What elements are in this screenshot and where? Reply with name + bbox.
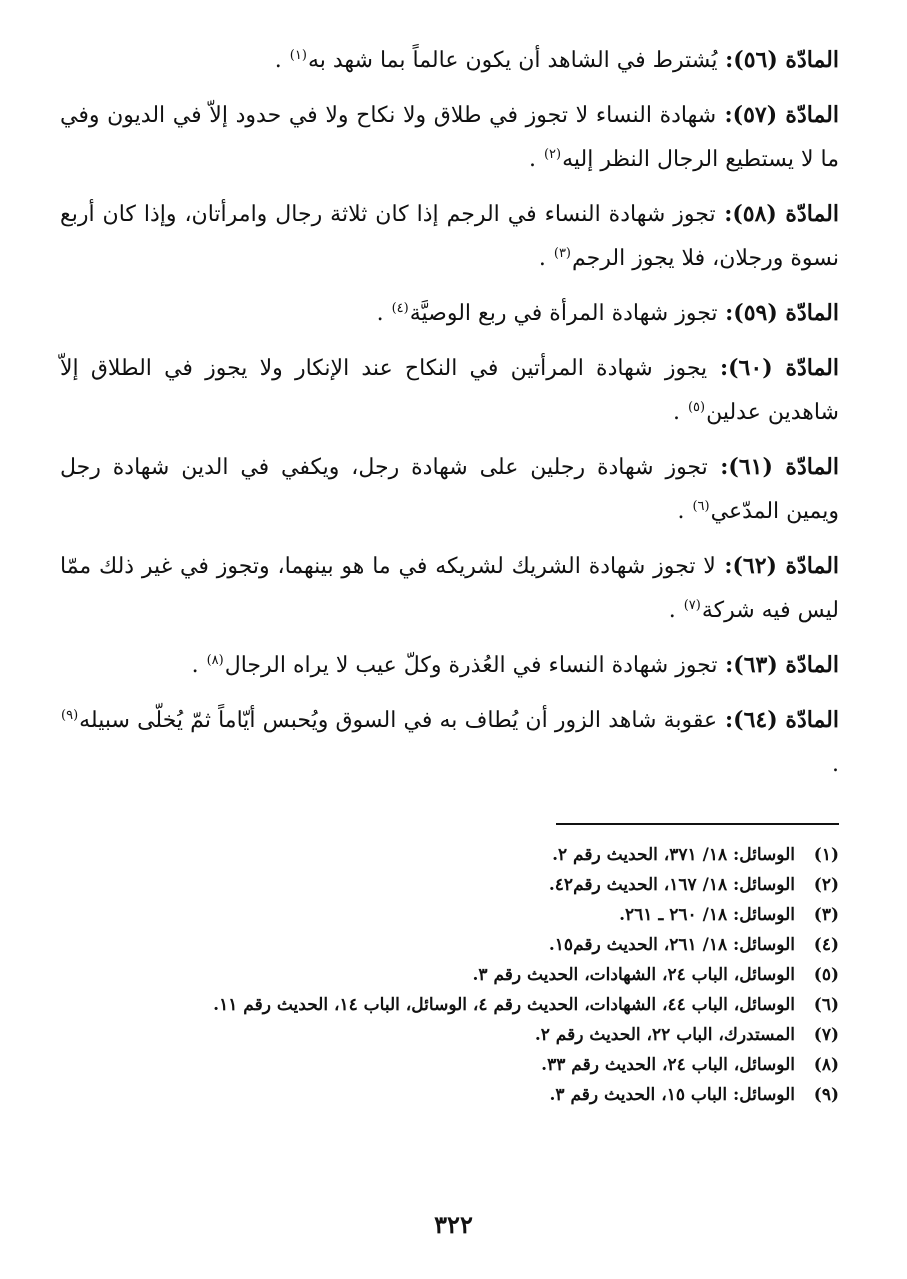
footnote-number: (٧) <box>813 1025 839 1045</box>
article-text: تجوز شهادة المرأة في ربع الوصيَّة <box>409 301 718 326</box>
footnote-ref[interactable]: (٧) <box>683 597 701 613</box>
article-label: المادّة (٥٧) <box>732 102 839 128</box>
article-56: المادّة (٥٦): يُشترط في الشاهد أن يكون عالماً بما شهد به$^{(١)}$ . <box>274 47 839 73</box>
article-label: المادّة (٥٨) <box>732 201 839 227</box>
article-label: المادّة (٥٦) <box>733 47 839 73</box>
article-57: المادّة (٥٧): شهادة النساء لا تجوز في طلاق ولا نكاح ولا في حدود إلاّ في الديون وفي ما لا يستطيع الرجال النظر إليه$^{(٢)}$ . <box>60 102 839 172</box>
footnote-number: (٢) <box>813 875 839 895</box>
footnote-ref[interactable]: (٦) <box>692 498 710 514</box>
footnote-number: (٦) <box>813 995 839 1015</box>
article-text: يُشترط في الشاهد أن يكون عالماً بما شهد به <box>307 48 718 73</box>
article-text: يجوز شهادة المرأتين في النكاح عند الإنكار ولا يجوز في الطلاق إلاّ شاهدين عدلين <box>60 356 839 425</box>
footnote-number: (٣) <box>813 905 839 925</box>
footnote-text: المستدرك، الباب ٢٢، الحديث رقم ٢. <box>534 1025 795 1045</box>
footnote-text: الوسائل: ١٨/ ٣٧١، الحديث رقم ٢. <box>552 845 795 865</box>
article-label: المادّة (٦٣) <box>733 652 839 678</box>
article-62: المادّة (٦٢): لا تجوز شهادة الشريك لشريكه في ما هو بينهما، وتجوز في غير ذلك ممّا ليس فيه شركة$^{(٧)}$ . <box>60 553 840 623</box>
footnote-item <box>60 990 839 1020</box>
footnote-text: الوسائل، الباب ٢٤، الشهادات، الحديث رقم ٣. <box>472 965 795 985</box>
article-59: المادّة (٥٩): تجوز شهادة المرأة في ربع الوصيَّة$^{(٤)}$ . <box>376 300 839 326</box>
article-63: المادّة (٦٣): تجوز شهادة النساء في العُذرة وكلّ عيب لا يراه الرجال$^{(٨)}$ . <box>191 652 839 678</box>
footnote-item <box>60 870 839 900</box>
article-text: لا تجوز شهادة الشريك لشريكه في ما هو بينهما، وتجوز في غير ذلك ممّا ليس فيه شركة <box>60 554 839 623</box>
footnote-text: الوسائل: ١٨/ ١٦٧، الحديث رقم٤٢. <box>548 875 795 895</box>
footnote-item <box>60 900 839 930</box>
article-text: شهادة النساء لا تجوز في طلاق ولا نكاح ولا في حدود إلاّ في الديون وفي ما لا يستطيع الرجال النظر إليه <box>60 103 839 172</box>
footnote-item <box>60 1020 839 1050</box>
footnote-text: الوسائل، الباب ٤٤، الشهادات، الحديث رقم ٤، الوسائل، الباب ١٤، الحديث رقم ١١. <box>213 995 795 1015</box>
footnote-ref[interactable]: (٢) <box>543 146 562 162</box>
footnote-ref[interactable]: (٥) <box>687 399 706 415</box>
article-label: المادّة (٦٢) <box>732 553 840 579</box>
article-label: المادّة (٥٩) <box>733 300 839 326</box>
article-64: المادّة (٦٤): عقوبة شاهد الزور أن يُطاف به في السوق ويُحبس أيّاماً ثمّ يُخلّى سبيله$^{(٩)}$ . <box>61 707 839 777</box>
footnote-text: الوسائل: ١٨/ ٢٦١، الحديث رقم١٥. <box>548 935 795 955</box>
footnote-item <box>60 930 839 960</box>
footnote-ref[interactable]: (١) <box>289 47 307 63</box>
article-label: المادّة (٦٠) <box>728 355 840 381</box>
article-60: المادّة (٦٠): يجوز شهادة المرأتين في النكاح عند الإنكار ولا يجوز في الطلاق إلاّ شاهدين عدلين$^{(٥)}$ . <box>60 355 840 425</box>
footnote-number: (٤) <box>813 935 839 955</box>
footnote-number: (١) <box>813 845 839 865</box>
article-text: عقوبة شاهد الزور أن يُطاف به في السوق ويُحبس أيّاماً ثمّ يُخلّى سبيله <box>79 708 718 733</box>
footnote-ref[interactable]: (٩) <box>61 707 79 723</box>
article-text: تجوز شهادة النساء في الرجم إذا كان ثلاثة رجال وامرأتان، وإذا كان أربع نسوة ورجلان، فلا يجوز الرجم <box>60 202 839 271</box>
article-61: المادّة (٦١): تجوز شهادة رجلين على شهادة رجل، ويكفي في الدين شهادة رجل ويمين المدّعي$^{(٦)}$ . <box>60 454 839 524</box>
footnote-number: (٥) <box>813 965 839 985</box>
footnotes-list <box>60 840 839 1110</box>
article-text: تجوز شهادة النساء في العُذرة وكلّ عيب لا يراه الرجال <box>224 653 718 678</box>
footnote-item <box>60 840 839 870</box>
footnote-item <box>60 1080 839 1110</box>
footnote-divider <box>556 823 839 825</box>
article-label: المادّة (٦١) <box>728 454 839 480</box>
footnote-item <box>60 1050 839 1080</box>
article-58: المادّة (٥٨): تجوز شهادة النساء في الرجم إذا كان ثلاثة رجال وامرأتان، وإذا كان أربع نسوة ورجلان، فلا يجوز الرجم$^{(٣)}$ . <box>60 201 839 271</box>
footnote-text: الوسائل، الباب ٢٤، الحديث رقم ٣٣. <box>541 1055 795 1075</box>
page-number: ٣٢٢ <box>434 1210 473 1239</box>
footnote-text: الوسائل: الباب ١٥، الحديث رقم ٣. <box>549 1085 795 1105</box>
footnote-text: الوسائل: ١٨/ ٢٦٠ ـ ٢٦١. <box>619 905 795 925</box>
footnote-number: (٨) <box>813 1055 839 1075</box>
footnote-item <box>60 960 839 990</box>
footnote-number: (٩) <box>813 1085 839 1105</box>
article-label: المادّة (٦٤) <box>733 707 839 733</box>
page-body <box>60 38 839 797</box>
article-text: تجوز شهادة رجلين على شهادة رجل، ويكفي في الدين شهادة رجل ويمين المدّعي <box>60 455 839 524</box>
footnote-ref[interactable]: (٨) <box>206 652 224 668</box>
footnote-ref[interactable]: (٣) <box>553 245 571 261</box>
footnote-ref[interactable]: (٤) <box>391 300 409 316</box>
